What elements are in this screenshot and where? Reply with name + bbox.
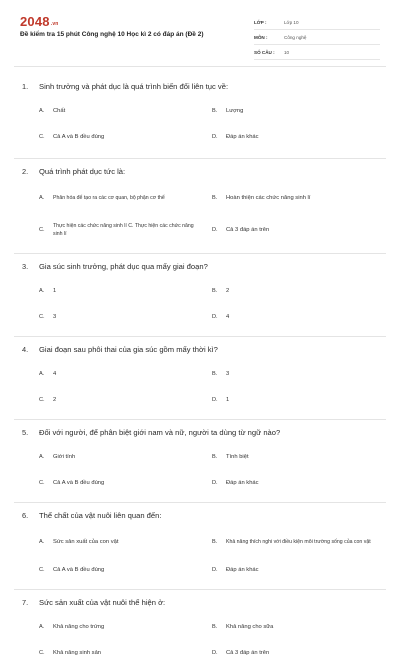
option-letter: B. — [212, 454, 218, 460]
site-logo[interactable] — [20, 14, 59, 29]
option-a[interactable] — [39, 183, 209, 213]
answer-options — [0, 98, 400, 150]
option-letter: B. — [212, 371, 218, 377]
meta-value: Công nghệ — [284, 34, 307, 40]
question-text: Giai đoạn sau phôi thai của gia súc gồm mấy thời kì? — [39, 345, 218, 354]
option-text: Thực hiện các chức năng sinh lí C. Thực hiện các chức năng sinh lí — [53, 222, 194, 237]
option-row — [0, 278, 400, 304]
option-a[interactable] — [39, 527, 209, 557]
question-number: 2. — [22, 167, 29, 176]
option-text: Chất — [53, 107, 66, 114]
option-letter: A. — [39, 371, 45, 377]
option-c[interactable] — [39, 640, 209, 666]
meta-key: LỚP : — [254, 19, 267, 25]
option-c[interactable] — [39, 470, 209, 496]
question-text: Thể chất của vật nuôi liên quan đến: — [39, 511, 162, 520]
option-text: Đáp án khác — [226, 133, 259, 140]
meta-row-class — [254, 15, 380, 30]
answer-options — [0, 444, 400, 496]
option-d[interactable] — [212, 557, 380, 583]
option-letter: A. — [39, 454, 45, 460]
question-text: Đối với người, để phân biệt giới nam và nữ, người ta dùng từ ngữ nào? — [39, 428, 281, 437]
option-text: Cả A và B đều đúng — [53, 479, 105, 486]
option-text: Khả năng cho sữa — [226, 623, 274, 630]
question-header — [0, 590, 400, 614]
option-row — [0, 444, 400, 470]
option-text: Khả năng sinh sản — [53, 649, 102, 656]
option-row — [0, 470, 400, 496]
meta-key: SỐ CÂU : — [254, 49, 275, 55]
option-letter: D. — [212, 134, 218, 140]
option-d[interactable] — [212, 213, 380, 247]
question-list — [0, 74, 400, 666]
answer-options — [0, 183, 400, 247]
question-number: 6. — [22, 511, 29, 520]
option-letter: C. — [39, 227, 45, 233]
option-row — [0, 527, 400, 557]
option-b[interactable] — [212, 278, 380, 304]
option-d[interactable] — [212, 124, 380, 150]
option-letter: A. — [39, 288, 45, 294]
option-letter: B. — [212, 624, 218, 630]
meta-row-count — [254, 45, 380, 60]
question — [0, 337, 400, 413]
option-d[interactable] — [212, 640, 380, 666]
option-text: Cả A và B đều đúng — [53, 133, 105, 140]
question-header — [0, 503, 400, 527]
answer-options — [0, 614, 400, 666]
option-text: 4 — [226, 313, 230, 320]
question-text: Sinh trưởng và phát dục là quá trình biến đổi liên tục về: — [39, 82, 229, 91]
option-text: Phân hóa để tạo ra các cơ quan, bộ phận cơ thể — [53, 194, 165, 201]
option-letter: C. — [39, 314, 45, 320]
option-row — [0, 304, 400, 330]
question — [0, 159, 400, 247]
option-text: Đáp án khác — [226, 479, 259, 486]
option-letter: A. — [39, 539, 45, 545]
question — [0, 254, 400, 330]
option-letter: A. — [39, 108, 45, 114]
question — [0, 590, 400, 666]
option-letter: D. — [212, 227, 218, 233]
option-row — [0, 124, 400, 150]
question — [0, 503, 400, 583]
option-text: 3 — [53, 313, 57, 320]
option-letter: A. — [39, 624, 45, 630]
option-c[interactable] — [39, 387, 209, 413]
question — [0, 420, 400, 496]
option-text: 2 — [226, 287, 230, 294]
page-header — [0, 0, 400, 60]
option-row — [0, 557, 400, 583]
question-number: 7. — [22, 598, 29, 607]
exam-meta — [254, 15, 380, 60]
question-text: Gia súc sinh trưởng, phát dục qua mấy giai đoạn? — [39, 262, 208, 271]
meta-key: MÔN : — [254, 34, 268, 40]
answer-options — [0, 361, 400, 413]
option-letter: C. — [39, 480, 45, 486]
option-a[interactable] — [39, 98, 209, 124]
option-text: 4 — [53, 370, 57, 377]
option-text: Lượng — [226, 107, 244, 114]
option-row — [0, 361, 400, 387]
option-text: Cả A và B đều đúng — [53, 566, 105, 573]
option-letter: C. — [39, 134, 45, 140]
question-number: 1. — [22, 82, 29, 91]
option-text: Khả năng cho trứng — [53, 623, 105, 630]
option-text: Cả 3 đáp án trên — [226, 649, 270, 656]
option-letter: D. — [212, 397, 218, 403]
option-a[interactable] — [39, 614, 209, 640]
option-b[interactable] — [212, 183, 380, 213]
option-d[interactable] — [212, 387, 380, 413]
option-c[interactable] — [39, 124, 209, 150]
option-letter: D. — [212, 650, 218, 656]
option-text: Sức sản xuất của con vật — [53, 538, 119, 545]
option-text: 1 — [226, 396, 230, 403]
option-text: Khả năng thích nghi với điều kiện môi trường sống của con vật — [226, 538, 371, 545]
option-d[interactable] — [212, 304, 380, 330]
question-header — [0, 254, 400, 278]
option-letter: D. — [212, 314, 218, 320]
question-header — [0, 74, 400, 98]
option-letter: D. — [212, 567, 218, 573]
logo-text: 2048 — [20, 14, 50, 29]
question-number: 4. — [22, 345, 29, 354]
option-b[interactable] — [212, 614, 380, 640]
option-letter: D. — [212, 480, 218, 486]
option-text: 3 — [226, 370, 230, 377]
option-text: Tính biệt — [226, 453, 249, 460]
option-text: 1 — [53, 287, 57, 294]
header-divider — [14, 66, 386, 67]
option-letter: C. — [39, 397, 45, 403]
question-header — [0, 337, 400, 361]
option-c[interactable] — [39, 557, 209, 583]
option-letter: C. — [39, 567, 45, 573]
logo-suffix: .vn — [50, 21, 59, 27]
option-a[interactable] — [39, 361, 209, 387]
option-row — [0, 387, 400, 413]
option-a[interactable] — [39, 278, 209, 304]
question — [0, 74, 400, 150]
option-text: Đáp án khác — [226, 566, 259, 573]
option-b[interactable] — [212, 444, 380, 470]
option-text: Cả 3 đáp án trên — [226, 226, 270, 233]
question-text: Sức sản xuất của vật nuôi thể hiện ở: — [39, 598, 166, 607]
option-row — [0, 213, 400, 247]
option-b[interactable] — [212, 98, 380, 124]
option-d[interactable] — [212, 470, 380, 496]
option-letter: B. — [212, 288, 218, 294]
option-c[interactable] — [39, 213, 209, 247]
question-text: Quá trình phát dục tức là: — [39, 167, 126, 176]
answer-options — [0, 527, 400, 583]
option-row — [0, 183, 400, 213]
answer-options — [0, 278, 400, 330]
exam-title: Đề kiểm tra 15 phút Công nghệ 10 Học kì 2 có đáp án (Đề 2) — [20, 31, 204, 38]
question-number: 5. — [22, 428, 29, 437]
meta-row-subject — [254, 30, 380, 45]
question-number: 3. — [22, 262, 29, 271]
option-letter: B. — [212, 195, 218, 201]
option-b[interactable] — [212, 527, 380, 557]
option-text: 2 — [53, 396, 57, 403]
question-header — [0, 159, 400, 183]
option-letter: B. — [212, 108, 218, 114]
option-row — [0, 98, 400, 124]
option-letter: B. — [212, 539, 218, 545]
question-header — [0, 420, 400, 444]
option-text: Hoàn thiện các chức năng sinh lí — [226, 194, 311, 201]
meta-value: Lớp 10 — [284, 19, 299, 25]
option-b[interactable] — [212, 361, 380, 387]
meta-value: 10 — [284, 49, 290, 55]
option-a[interactable] — [39, 444, 209, 470]
option-row — [0, 640, 400, 666]
option-letter: C. — [39, 650, 45, 656]
option-row — [0, 614, 400, 640]
option-letter: A. — [39, 195, 45, 201]
option-text: Giới tính — [53, 453, 76, 460]
option-c[interactable] — [39, 304, 209, 330]
